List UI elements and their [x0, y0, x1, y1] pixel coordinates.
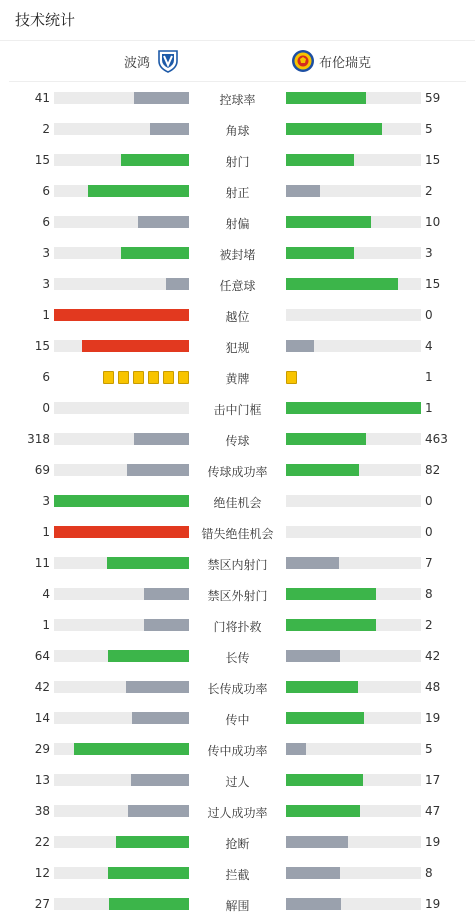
- away-stat-value: 17: [425, 773, 441, 787]
- stat-row: [0, 578, 475, 609]
- stat-row: [0, 175, 475, 206]
- home-stat-bar-fill: [107, 557, 189, 569]
- away-stat-bar: [286, 774, 421, 786]
- team-header: [9, 41, 466, 82]
- away-stat-bar: [286, 743, 421, 755]
- stat-label: 错失绝佳机会: [201, 527, 274, 541]
- away-stat-bar-fill: [286, 154, 354, 166]
- home-team-name: 波鸿: [123, 55, 150, 71]
- stat-row: [0, 299, 475, 330]
- stat-label: 禁区内射门: [207, 558, 268, 572]
- home-stat-bar: [54, 247, 189, 259]
- away-stat-bar: [286, 495, 421, 507]
- away-stat-bar: [286, 805, 421, 817]
- home-stat-bar: [54, 743, 189, 755]
- stat-row: [0, 82, 475, 113]
- stat-row: [0, 485, 475, 516]
- away-stat-bar: [286, 681, 421, 693]
- home-stat-bar: [54, 867, 189, 879]
- away-stat-bar-fill: [286, 898, 341, 910]
- home-stat-bar: [54, 588, 189, 600]
- away-stat-value: 4: [425, 339, 433, 353]
- stat-label: 门将扑救: [213, 620, 262, 634]
- away-stat-bar-fill: [286, 743, 306, 755]
- stat-label: 射偏: [225, 217, 250, 231]
- away-stat-bar-fill: [286, 464, 359, 476]
- home-stat-value: 64: [34, 649, 50, 663]
- away-stat-value: 1: [425, 401, 433, 415]
- stat-label: 角球: [225, 124, 250, 138]
- home-stat-bar-fill: [131, 774, 189, 786]
- home-stat-value: 22: [34, 835, 50, 849]
- away-stat-value: 8: [425, 587, 433, 601]
- home-stat-bar: [54, 309, 189, 321]
- away-stat-bar: [286, 650, 421, 662]
- stat-row: [0, 609, 475, 640]
- home-stat-value: 29: [34, 742, 50, 756]
- stat-label: 绝佳机会: [213, 496, 262, 510]
- home-stat-bar-fill: [166, 278, 189, 290]
- stat-row: [0, 702, 475, 733]
- home-stat-bar: [54, 92, 189, 104]
- away-stat-bar: [286, 557, 421, 569]
- stat-row: [0, 144, 475, 175]
- stat-row: [0, 113, 475, 144]
- away-stat-bar-fill: [286, 867, 340, 879]
- stat-label: 任意球: [219, 279, 256, 293]
- away-stat-value: 47: [425, 804, 441, 818]
- away-stat-bar: [286, 464, 421, 476]
- home-stat-value: 1: [42, 308, 50, 322]
- away-stat-value: 5: [425, 742, 433, 756]
- stat-row: [0, 454, 475, 485]
- home-stat-bar: [54, 898, 189, 910]
- stat-label: 长传: [225, 651, 250, 665]
- home-stat-bar: [54, 154, 189, 166]
- stat-row: [0, 268, 475, 299]
- stat-row: [0, 516, 475, 547]
- stat-label: 犯规: [225, 341, 250, 355]
- away-stat-bar: [286, 402, 421, 414]
- panel-title: 技术统计: [0, 0, 475, 41]
- home-stat-value: 15: [34, 339, 50, 353]
- home-stat-bar-fill: [54, 495, 189, 507]
- away-stat-bar: [286, 619, 421, 631]
- yellow-card-icon: [178, 371, 189, 384]
- away-stat-value: 19: [425, 711, 441, 725]
- away-stat-value: 1: [425, 370, 433, 384]
- stat-row: [0, 206, 475, 237]
- home-stat-value: 2: [42, 122, 50, 136]
- away-stat-bar: [286, 712, 421, 724]
- home-stat-bar: [54, 185, 189, 197]
- home-stat-bar: [54, 123, 189, 135]
- away-stat-bar-fill: [286, 216, 371, 228]
- stats-list: [0, 82, 475, 919]
- stat-label: 拦截: [225, 868, 250, 882]
- away-stat-value: 0: [425, 308, 433, 322]
- home-stat-bar: [54, 805, 189, 817]
- home-stat-value: 13: [34, 773, 50, 787]
- home-stat-bar: [54, 216, 189, 228]
- home-stat-bar: [54, 650, 189, 662]
- away-stat-bar-fill: [286, 402, 421, 414]
- home-stat-value: 3: [42, 277, 50, 291]
- stat-label: 击中门框: [213, 403, 262, 417]
- stat-label: 传球: [225, 434, 250, 448]
- away-stat-bar-fill: [286, 681, 358, 693]
- home-stat-bar-fill: [126, 681, 189, 693]
- stat-label: 射正: [225, 186, 250, 200]
- yellow-card-icon: [103, 371, 114, 384]
- home-stat-bar-fill: [54, 309, 189, 321]
- away-stat-bar-fill: [286, 247, 354, 259]
- away-stat-bar: [286, 309, 421, 321]
- home-stat-bar: [54, 619, 189, 631]
- home-stat-bar-fill: [121, 247, 189, 259]
- stat-label: 过人成功率: [207, 806, 268, 820]
- home-stat-value: 6: [42, 370, 50, 384]
- home-stat-bar-fill: [116, 836, 189, 848]
- home-stat-bar: [54, 464, 189, 476]
- away-stat-bar: [286, 185, 421, 197]
- stat-row: [0, 237, 475, 268]
- home-stat-bar: [54, 712, 189, 724]
- away-stat-bar: [286, 836, 421, 848]
- home-stat-value: 318: [27, 432, 50, 446]
- stat-label: 长传成功率: [207, 682, 268, 696]
- home-stat-bar-fill: [134, 433, 189, 445]
- away-stat-value: 2: [425, 618, 433, 632]
- stat-label: 黄牌: [225, 372, 250, 386]
- stat-row: [0, 671, 475, 702]
- away-team[interactable]: [291, 49, 371, 73]
- stat-row: [0, 640, 475, 671]
- stat-row: [0, 392, 475, 423]
- away-stat-value: 3: [425, 246, 433, 260]
- away-stat-value: 8: [425, 866, 433, 880]
- away-stat-value: 19: [425, 897, 441, 911]
- away-stat-bar-fill: [286, 185, 320, 197]
- away-stat-bar-fill: [286, 340, 314, 352]
- home-stat-bar: [54, 433, 189, 445]
- yellow-card-icon: [286, 371, 297, 384]
- home-stat-bar-fill: [121, 154, 189, 166]
- away-stat-bar-fill: [286, 836, 348, 848]
- home-stat-value: 1: [42, 525, 50, 539]
- stat-row: [0, 764, 475, 795]
- home-stat-value: 3: [42, 494, 50, 508]
- away-stat-bar: [286, 340, 421, 352]
- yellow-card-icon: [133, 371, 144, 384]
- away-stat-bar-fill: [286, 619, 376, 631]
- stat-row: [0, 361, 475, 392]
- home-stat-bar-fill: [138, 216, 189, 228]
- braunschweig-logo-icon: [291, 49, 315, 73]
- stat-row: [0, 733, 475, 764]
- home-stat-bar-fill: [128, 805, 189, 817]
- away-stat-bar-fill: [286, 123, 382, 135]
- away-stat-value: 0: [425, 494, 433, 508]
- yellow-card-icon: [148, 371, 159, 384]
- home-stat-bar-fill: [150, 123, 189, 135]
- away-stat-bar-fill: [286, 712, 364, 724]
- home-stat-value: 69: [34, 463, 50, 477]
- away-stat-bar-fill: [286, 774, 363, 786]
- home-stat-bar-fill: [132, 712, 189, 724]
- away-stat-bar-fill: [286, 557, 339, 569]
- away-stat-value: 463: [425, 432, 448, 446]
- home-stat-bar-fill: [82, 340, 189, 352]
- away-stat-value: 19: [425, 835, 441, 849]
- home-stat-value: 41: [34, 91, 50, 105]
- stat-label: 射门: [225, 155, 250, 169]
- away-stat-bar-fill: [286, 433, 366, 445]
- stat-label: 传中成功率: [207, 744, 268, 758]
- away-stat-bar-fill: [286, 805, 360, 817]
- home-stat-value: 15: [34, 153, 50, 167]
- stat-label: 传球成功率: [207, 465, 268, 479]
- home-stat-bar-fill: [134, 92, 189, 104]
- home-stat-value: 0: [42, 401, 50, 415]
- home-stat-bar: [54, 774, 189, 786]
- stat-row: [0, 888, 475, 919]
- away-stat-bar: [286, 588, 421, 600]
- stat-row: [0, 795, 475, 826]
- home-stat-bar: [54, 495, 189, 507]
- home-stat-bar: [54, 681, 189, 693]
- stat-label: 抢断: [225, 837, 250, 851]
- stat-label: 传中: [225, 713, 250, 727]
- home-stat-value: 3: [42, 246, 50, 260]
- home-stat-bar: [54, 402, 189, 414]
- home-stat-bar: [54, 836, 189, 848]
- away-stat-value: 15: [425, 153, 441, 167]
- home-stat-bar-fill: [144, 588, 189, 600]
- home-stat-bar-fill: [108, 867, 189, 879]
- home-team[interactable]: [124, 49, 180, 73]
- home-stat-value: 38: [34, 804, 50, 818]
- away-stat-value: 7: [425, 556, 433, 570]
- stat-row: [0, 826, 475, 857]
- stat-row: [0, 423, 475, 454]
- away-stat-value: 2: [425, 184, 433, 198]
- bochum-logo-icon: [156, 49, 180, 73]
- home-stat-bar-fill: [108, 650, 189, 662]
- home-stat-bar: [54, 278, 189, 290]
- home-stat-bar: [54, 557, 189, 569]
- away-stat-bar-fill: [286, 278, 398, 290]
- away-stat-bar: [286, 433, 421, 445]
- home-stat-value: 11: [34, 556, 50, 570]
- stat-label: 解围: [225, 899, 250, 913]
- stat-label: 被封堵: [219, 248, 256, 262]
- stat-row: [0, 547, 475, 578]
- away-stat-bar-fill: [286, 588, 376, 600]
- home-stat-value: 12: [34, 866, 50, 880]
- away-stat-bar: [286, 216, 421, 228]
- home-stat-value: 27: [34, 897, 50, 911]
- home-stat-value: 6: [42, 215, 50, 229]
- home-stat-bar-fill: [74, 743, 189, 755]
- away-stat-value: 59: [425, 91, 441, 105]
- away-stat-value: 0: [425, 525, 433, 539]
- yellow-card-icon: [163, 371, 174, 384]
- away-stat-bar-fill: [286, 92, 366, 104]
- away-stat-bar: [286, 92, 421, 104]
- stat-row: [0, 857, 475, 888]
- away-stat-bar: [286, 154, 421, 166]
- home-stat-value: 1: [42, 618, 50, 632]
- stat-row: [0, 330, 475, 361]
- home-stat-bar-fill: [127, 464, 189, 476]
- away-team-name: 布伦瑞克: [319, 55, 372, 71]
- away-stat-value: 82: [425, 463, 441, 477]
- away-yellow-cards: [286, 371, 301, 384]
- home-stat-bar: [54, 526, 189, 538]
- away-stat-value: 10: [425, 215, 441, 229]
- home-yellow-cards: [99, 371, 189, 384]
- away-stat-bar: [286, 898, 421, 910]
- yellow-card-icon: [118, 371, 129, 384]
- home-stat-value: 6: [42, 184, 50, 198]
- home-stat-bar-fill: [54, 526, 189, 538]
- away-stat-bar: [286, 278, 421, 290]
- home-stat-value: 14: [34, 711, 50, 725]
- home-stat-bar-fill: [88, 185, 189, 197]
- home-stat-bar-fill: [144, 619, 189, 631]
- away-stat-value: 5: [425, 122, 433, 136]
- home-stat-value: 42: [34, 680, 50, 694]
- stat-label: 越位: [225, 310, 250, 324]
- home-stat-bar-fill: [109, 898, 189, 910]
- away-stat-bar: [286, 123, 421, 135]
- away-stat-value: 42: [425, 649, 441, 663]
- away-stat-bar: [286, 247, 421, 259]
- home-stat-bar: [54, 340, 189, 352]
- away-stat-bar-fill: [286, 650, 340, 662]
- away-stat-value: 15: [425, 277, 441, 291]
- stat-label: 禁区外射门: [207, 589, 268, 603]
- away-stat-value: 48: [425, 680, 441, 694]
- stat-label: 控球率: [219, 93, 256, 107]
- away-stat-bar: [286, 526, 421, 538]
- stat-label: 过人: [225, 775, 250, 789]
- away-stat-bar: [286, 867, 421, 879]
- home-stat-value: 4: [42, 587, 50, 601]
